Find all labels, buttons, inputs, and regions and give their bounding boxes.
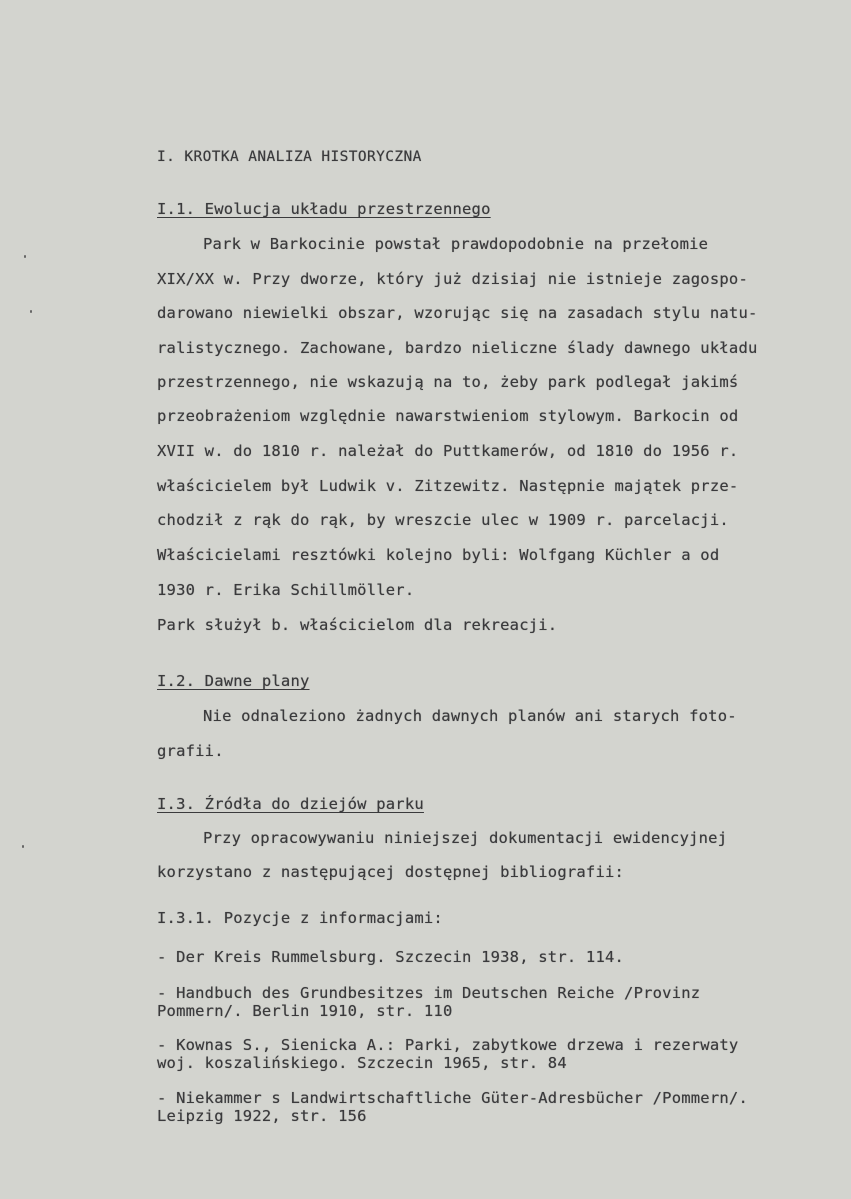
paragraph-line: darowano niewielki obszar, wzorując się na zasadach stylu natu- bbox=[157, 304, 758, 322]
paragraph-line: Nie odnaleziono żadnych dawnych planów ani starych foto- bbox=[203, 707, 737, 725]
bibliography-item-continuation: Leipzig 1922, str. 156 bbox=[157, 1107, 367, 1125]
paragraph-line: korzystano z następującej dostępnej bibliografii: bbox=[157, 863, 625, 881]
paragraph-line: Park w Barkocinie powstał prawdopodobnie na przełomie bbox=[203, 235, 709, 253]
paper-speck bbox=[22, 845, 24, 848]
paragraph-line: grafii. bbox=[157, 742, 224, 760]
paragraph-line: chodził z rąk do rąk, by wreszcie ulec w 1909 r. parcelacji. bbox=[157, 511, 729, 529]
bibliography-item: - Handbuch des Grundbesitzes im Deutschen Reiche /Provinz bbox=[157, 984, 701, 1002]
document-title: I. KROTKA ANALIZA HISTORYCZNA bbox=[157, 149, 422, 165]
paragraph-line: właścicielem był Ludwik v. Zitzewitz. Następnie majątek prze- bbox=[157, 477, 739, 495]
subsection-heading: I.3.1. Pozycje z informacjami: bbox=[157, 909, 443, 927]
section-heading-1-1: I.1. Ewolucja układu przestrzennego bbox=[157, 200, 491, 218]
bibliography-item: - Kownas S., Sienicka A.: Parki, zabytkowe drzewa i rezerwaty bbox=[157, 1036, 739, 1054]
paper-speck bbox=[30, 310, 32, 313]
paragraph-line: XVII w. do 1810 r. należał do Puttkamerów, od 1810 do 1956 r. bbox=[157, 442, 739, 460]
section-heading-1-2: I.2. Dawne plany bbox=[157, 672, 310, 690]
paper-speck bbox=[24, 255, 26, 258]
paragraph-line: Właścicielami resztówki kolejno byli: Wolfgang Küchler a od bbox=[157, 546, 720, 564]
bibliography-item-continuation: woj. koszalińskiego. Szczecin 1965, str. 84 bbox=[157, 1054, 567, 1072]
section-heading-1-3: I.3. Źródła do dziejów parku bbox=[157, 795, 424, 813]
paragraph-line: przestrzennego, nie wskazują na to, żeby park podlegał jakimś bbox=[157, 373, 739, 391]
paragraph-line: ralistycznego. Zachowane, bardzo nieliczne ślady dawnego układu bbox=[157, 339, 758, 357]
bibliography-item: - Niekammer s Landwirtschaftliche Güter-Adresbücher /Pommern/. bbox=[157, 1089, 748, 1107]
paragraph-line: przeobrażeniom względnie nawarstwieniom stylowym. Barkocin od bbox=[157, 407, 739, 425]
paragraph-line: 1930 r. Erika Schillmöller. bbox=[157, 581, 415, 599]
paragraph-line: Przy opracowywaniu niniejszej dokumentacji ewidencyjnej bbox=[203, 829, 728, 847]
bibliography-item-continuation: Pommern/. Berlin 1910, str. 110 bbox=[157, 1002, 453, 1020]
bibliography-item: - Der Kreis Rummelsburg. Szczecin 1938, str. 114. bbox=[157, 948, 625, 966]
paragraph-line: Park służył b. właścicielom dla rekreacji. bbox=[157, 616, 558, 634]
paragraph-line: XIX/XX w. Przy dworze, który już dzisiaj nie istnieje zagospo- bbox=[157, 270, 748, 288]
